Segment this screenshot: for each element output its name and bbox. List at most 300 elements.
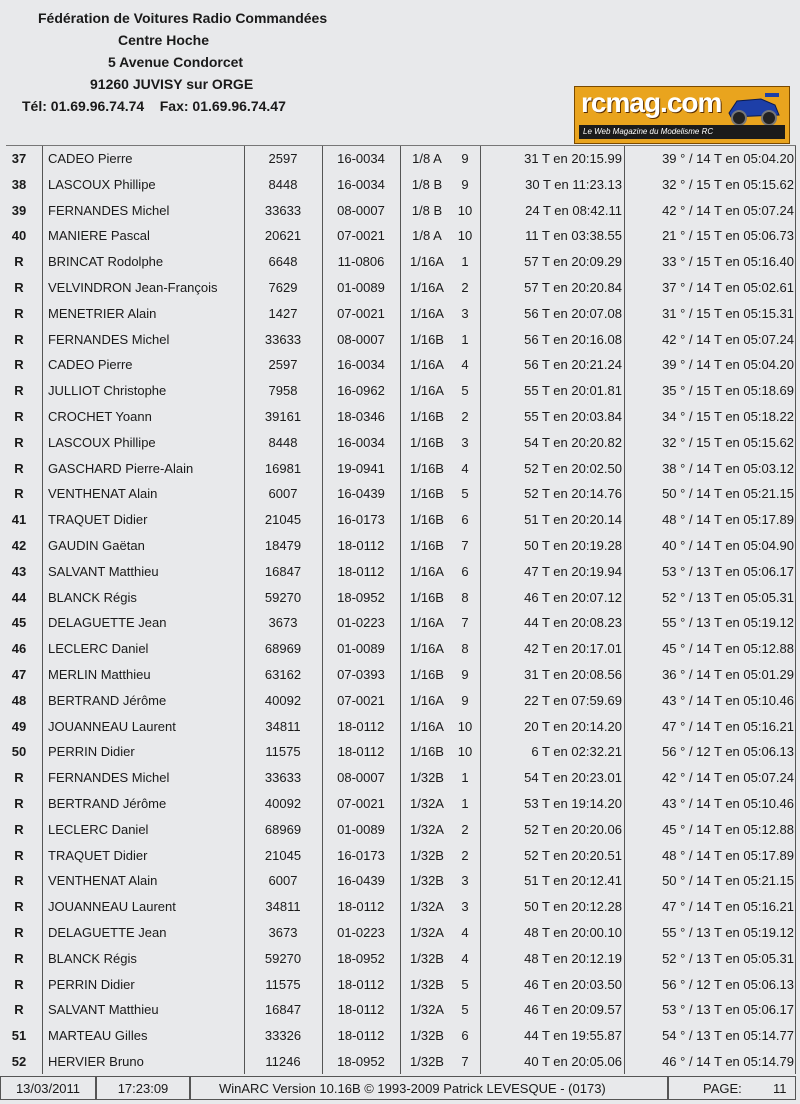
row-license: 2597 <box>268 151 298 166</box>
row-license: 1427 <box>268 305 298 321</box>
row-license: 11575 <box>265 976 301 992</box>
row-driver-name: SALVANT Matthieu <box>48 1002 159 1018</box>
row-rank: R <box>14 486 24 502</box>
row-best-result: 55 T en 20:03.84 <box>524 409 622 424</box>
row-class: 1/16B <box>410 409 444 424</box>
row-license: 21045 <box>264 847 302 863</box>
row-license: 59270 <box>264 950 302 966</box>
table-row <box>6 972 796 998</box>
row-best-result: 54 T en 20:23.01 <box>524 770 622 786</box>
page-label: PAGE: <box>703 1081 742 1096</box>
table-row <box>6 894 796 920</box>
table-row <box>6 817 796 843</box>
row-best-result: 30 T en 11:23.13 <box>525 176 622 192</box>
row-club: 16-0034 <box>337 357 385 373</box>
row-group: 7 <box>461 615 469 631</box>
row-group: 3 <box>461 434 469 450</box>
row-driver-name: JOUANNEAU Laurent <box>48 899 176 915</box>
row-fastest-lap: 32 ° / 15 T en 05:15.62 <box>662 176 794 192</box>
row-group: 2 <box>461 821 469 837</box>
row-fastest-lap: 34 ° / 15 T en 05:18.22 <box>662 409 794 424</box>
table-row <box>6 327 796 353</box>
row-best-result: 52 T en 20:20.06 <box>524 821 622 837</box>
row-license: 20621 <box>264 228 302 244</box>
row-group: 9 <box>461 692 469 708</box>
row-best-result: 51 T en 20:12.41 <box>524 873 622 889</box>
row-license: 8448 <box>268 176 298 192</box>
row-rank: 52 <box>11 1054 27 1069</box>
row-rank: R <box>14 821 24 837</box>
centre-name: Centre Hoche <box>118 32 210 48</box>
row-best-result: 50 T en 20:19.28 <box>524 538 622 553</box>
row-rank: 37 <box>11 151 27 166</box>
row-class: 1/32B <box>410 847 444 863</box>
row-fastest-lap: 46 ° / 14 T en 05:14.79 <box>662 1054 794 1069</box>
row-driver-name: JULLIOT Christophe <box>48 383 167 399</box>
table-row <box>6 946 796 972</box>
table-row <box>6 481 796 507</box>
row-fastest-lap: 50 ° / 14 T en 05:21.15 <box>662 873 794 889</box>
row-rank: R <box>14 357 24 373</box>
table-row <box>6 533 796 559</box>
row-class: 1/8 A <box>412 228 442 244</box>
row-fastest-lap: 52 ° / 13 T en 05:05.31 <box>662 950 794 966</box>
row-class: 1/16B <box>410 434 444 450</box>
row-fastest-lap: 50 ° / 14 T en 05:21.15 <box>662 486 794 502</box>
row-club: 16-0173 <box>337 512 385 528</box>
row-rank: R <box>14 796 24 811</box>
row-class: 1/16A <box>410 357 444 373</box>
row-rank: 43 <box>11 563 27 579</box>
row-driver-name: CADEO Pierre <box>48 151 133 166</box>
row-driver-name: VELVINDRON Jean-François <box>48 280 218 295</box>
row-driver-name: DELAGUETTE Jean <box>48 925 167 940</box>
row-club: 01-0089 <box>337 641 385 657</box>
row-club: 01-0089 <box>337 821 385 837</box>
row-fastest-lap: 42 ° / 14 T en 05:07.24 <box>662 770 794 786</box>
logo-tagline: Le Web Magazine du Modelisme RC <box>579 125 785 139</box>
row-club: 01-0223 <box>337 925 385 940</box>
row-club: 18-0112 <box>337 563 385 579</box>
row-class: 1/32B <box>410 873 444 889</box>
row-group: 1 <box>461 796 469 811</box>
row-group: 8 <box>461 589 469 605</box>
row-club: 07-0021 <box>337 692 385 708</box>
row-best-result: 53 T en 19:14.20 <box>524 796 622 811</box>
row-class: 1/16A <box>410 641 444 657</box>
row-club: 18-0346 <box>337 409 385 424</box>
row-class: 1/16A <box>410 280 444 295</box>
row-driver-name: MENETRIER Alain <box>48 305 157 321</box>
row-fastest-lap: 47 ° / 14 T en 05:16.21 <box>662 899 794 915</box>
row-best-result: 46 T en 20:03.50 <box>524 976 622 992</box>
row-rank: R <box>14 847 24 863</box>
row-fastest-lap: 42 ° / 14 T en 05:07.24 <box>662 331 794 347</box>
row-driver-name: MERLIN Matthieu <box>48 667 151 682</box>
table-row <box>6 172 796 198</box>
row-club: 18-0112 <box>337 899 385 915</box>
table-row <box>6 1023 796 1049</box>
row-best-result: 55 T en 20:01.81 <box>524 383 622 399</box>
row-fastest-lap: 38 ° / 14 T en 05:03.12 <box>662 460 794 476</box>
page-footer <box>0 1076 800 1104</box>
row-license: 2597 <box>268 357 298 373</box>
table-row <box>6 430 796 456</box>
row-license: 16981 <box>264 460 302 476</box>
row-group: 9 <box>461 151 469 166</box>
table-row <box>6 249 796 275</box>
row-group: 3 <box>461 873 469 889</box>
row-group: 9 <box>461 176 469 192</box>
row-rank: 46 <box>11 641 27 657</box>
row-fastest-lap: 54 ° / 13 T en 05:14.77 <box>662 1028 794 1044</box>
row-club: 11-0806 <box>337 254 385 270</box>
row-rank: R <box>14 280 24 295</box>
row-rank: R <box>14 1002 24 1018</box>
row-best-result: 57 T en 20:20.84 <box>524 280 622 295</box>
row-best-result: 20 T en 20:14.20 <box>524 718 622 734</box>
row-group: 10 <box>457 228 473 244</box>
row-class: 1/32B <box>410 976 444 992</box>
row-license: 40092 <box>264 796 302 811</box>
row-best-result: 56 T en 20:16.08 <box>524 331 622 347</box>
row-rank: R <box>14 331 24 347</box>
row-driver-name: LASCOUX Phillipe <box>48 176 156 192</box>
row-best-result: 57 T en 20:09.29 <box>524 254 622 270</box>
row-driver-name: CADEO Pierre <box>48 357 133 373</box>
row-best-result: 40 T en 20:05.06 <box>524 1054 622 1069</box>
row-driver-name: GASCHARD Pierre-Alain <box>48 460 194 476</box>
row-class: 1/32A <box>410 796 444 811</box>
row-rank: R <box>14 434 24 450</box>
row-driver-name: DELAGUETTE Jean <box>48 615 167 631</box>
table-row <box>6 662 796 688</box>
row-group: 2 <box>461 409 469 424</box>
row-group: 7 <box>461 538 469 553</box>
row-class: 1/32B <box>410 770 444 786</box>
row-driver-name: FERNANDES Michel <box>48 331 170 347</box>
row-license: 7958 <box>268 383 298 399</box>
row-driver-name: LECLERC Daniel <box>48 821 149 837</box>
row-driver-name: MARTEAU Gilles <box>48 1028 148 1044</box>
row-group: 3 <box>461 305 469 321</box>
row-class: 1/16A <box>410 718 444 734</box>
row-class: 1/16B <box>410 512 444 528</box>
row-club: 18-0112 <box>337 1028 385 1044</box>
row-group: 6 <box>461 563 469 579</box>
row-license: 7629 <box>268 280 298 295</box>
row-rank: 38 <box>11 176 27 192</box>
table-row <box>6 198 796 224</box>
row-driver-name: BRINCAT Rodolphe <box>48 254 164 270</box>
row-best-result: 11 T en 03:38.55 <box>525 228 622 244</box>
row-club: 16-0173 <box>337 847 385 863</box>
row-club: 16-0034 <box>337 176 385 192</box>
row-club: 08-0007 <box>337 202 385 218</box>
city-address: 91260 JUVISY sur ORGE <box>90 76 254 92</box>
row-group: 9 <box>461 667 469 682</box>
row-fastest-lap: 31 ° / 15 T en 05:15.31 <box>662 305 794 321</box>
row-fastest-lap: 52 ° / 13 T en 05:05.31 <box>662 589 794 605</box>
row-fastest-lap: 21 ° / 15 T en 05:06.73 <box>662 228 794 244</box>
row-club: 16-0034 <box>337 151 385 166</box>
row-fastest-lap: 47 ° / 14 T en 05:16.21 <box>662 718 794 734</box>
row-group: 6 <box>461 512 469 528</box>
row-group: 4 <box>461 460 469 476</box>
row-driver-name: VENTHENAT Alain <box>48 486 158 502</box>
row-license: 34811 <box>265 718 301 734</box>
row-class: 1/16B <box>410 667 444 682</box>
row-license: 33633 <box>264 770 302 786</box>
row-group: 4 <box>461 357 469 373</box>
row-license: 16847 <box>264 563 302 579</box>
row-rank: R <box>14 899 24 915</box>
row-club: 16-0962 <box>337 383 385 399</box>
row-license: 11575 <box>265 744 301 760</box>
row-driver-name: LECLERC Daniel <box>48 641 149 657</box>
row-license: 59270 <box>264 589 302 605</box>
row-best-result: 56 T en 20:07.08 <box>524 305 622 321</box>
row-club: 18-0952 <box>337 1054 385 1069</box>
table-row <box>6 997 796 1023</box>
row-club: 01-0089 <box>337 280 385 295</box>
row-driver-name: LASCOUX Phillipe <box>48 434 156 450</box>
row-club: 07-0021 <box>337 796 385 811</box>
row-rank: R <box>14 409 24 424</box>
row-class: 1/32A <box>410 899 444 915</box>
table-row <box>6 920 796 946</box>
table-row <box>6 1049 796 1075</box>
print-date: 13/03/2011 <box>0 1076 96 1100</box>
row-rank: 40 <box>11 228 27 244</box>
row-fastest-lap: 53 ° / 13 T en 05:06.17 <box>662 563 794 579</box>
row-class: 1/16A <box>410 305 444 321</box>
row-class: 1/32A <box>410 1002 444 1018</box>
row-best-result: 6 T en 02:32.21 <box>531 744 622 760</box>
row-license: 11246 <box>265 1054 301 1069</box>
table-row <box>6 146 796 172</box>
row-club: 16-0439 <box>337 873 385 889</box>
row-class: 1/16B <box>410 744 444 760</box>
row-driver-name: GAUDIN Gaëtan <box>48 538 145 553</box>
row-club: 08-0007 <box>337 331 385 347</box>
results-table <box>6 145 796 1074</box>
row-class: 1/32B <box>410 950 444 966</box>
row-class: 1/16B <box>410 486 444 502</box>
row-best-result: 52 T en 20:14.76 <box>524 486 622 502</box>
row-driver-name: JOUANNEAU Laurent <box>48 718 176 734</box>
row-fastest-lap: 42 ° / 14 T en 05:07.24 <box>662 202 794 218</box>
row-group: 10 <box>457 718 473 734</box>
table-row <box>6 456 796 482</box>
row-best-result: 46 T en 20:07.12 <box>524 589 622 605</box>
row-club: 18-0112 <box>337 744 385 760</box>
row-best-result: 44 T en 19:55.87 <box>524 1028 622 1044</box>
row-fastest-lap: 40 ° / 14 T en 05:04.90 <box>662 538 794 553</box>
row-license: 68969 <box>264 821 302 837</box>
row-driver-name: MANIERE Pascal <box>48 228 150 244</box>
row-fastest-lap: 45 ° / 14 T en 05:12.88 <box>662 641 794 657</box>
row-rank: 41 <box>11 512 27 528</box>
row-class: 1/16B <box>410 538 444 553</box>
row-driver-name: FERNANDES Michel <box>48 202 170 218</box>
row-class: 1/16A <box>410 563 444 579</box>
row-license: 39161 <box>264 409 302 424</box>
row-rank: R <box>14 976 24 992</box>
table-row <box>6 378 796 404</box>
row-driver-name: CROCHET Yoann <box>48 409 152 424</box>
row-license: 6648 <box>268 254 298 270</box>
row-rank: R <box>14 460 24 476</box>
row-fastest-lap: 32 ° / 15 T en 05:15.62 <box>662 434 794 450</box>
table-row <box>6 791 796 817</box>
row-license: 18479 <box>264 538 302 553</box>
row-rank: 51 <box>11 1028 27 1044</box>
row-best-result: 51 T en 20:20.14 <box>524 512 622 528</box>
row-fastest-lap: 55 ° / 13 T en 05:19.12 <box>662 925 794 940</box>
page-number: 11 <box>773 1081 787 1096</box>
row-group: 7 <box>461 1054 469 1069</box>
row-fastest-lap: 35 ° / 15 T en 05:18.69 <box>662 383 794 399</box>
row-club: 08-0007 <box>337 770 385 786</box>
row-fastest-lap: 48 ° / 14 T en 05:17.89 <box>662 847 794 863</box>
row-fastest-lap: 48 ° / 14 T en 05:17.89 <box>662 512 794 528</box>
row-class: 1/32A <box>410 821 444 837</box>
row-license: 16847 <box>264 1002 302 1018</box>
table-row <box>6 688 796 714</box>
row-license: 3673 <box>268 925 298 940</box>
row-club: 07-0393 <box>337 667 385 682</box>
row-license: 40092 <box>264 692 302 708</box>
street-address: 5 Avenue Condorcet <box>108 54 244 70</box>
row-club: 16-0439 <box>337 486 385 502</box>
row-driver-name: PERRIN Didier <box>48 976 135 992</box>
row-driver-name: BLANCK Régis <box>48 950 137 966</box>
row-driver-name: BERTRAND Jérôme <box>48 796 167 811</box>
row-driver-name: FERNANDES Michel <box>48 770 170 786</box>
row-license: 33633 <box>264 331 302 347</box>
row-best-result: 31 T en 20:15.99 <box>524 151 622 166</box>
row-best-result: 52 T en 20:02.50 <box>524 460 622 476</box>
row-fastest-lap: 36 ° / 14 T en 05:01.29 <box>662 667 794 682</box>
row-best-result: 22 T en 07:59.69 <box>524 692 622 708</box>
row-group: 5 <box>461 486 469 502</box>
row-class: 1/16A <box>410 615 444 631</box>
row-club: 07-0021 <box>337 305 385 321</box>
row-group: 4 <box>461 925 469 940</box>
row-rank: R <box>14 254 24 270</box>
row-license: 8448 <box>268 434 298 450</box>
row-rank: R <box>14 383 24 399</box>
row-group: 6 <box>461 1028 469 1044</box>
row-best-result: 24 T en 08:42.11 <box>525 202 622 218</box>
row-group: 1 <box>461 254 469 270</box>
page-indicator <box>668 1076 796 1100</box>
row-class: 1/16B <box>410 331 444 347</box>
table-row <box>6 843 796 869</box>
row-fastest-lap: 43 ° / 14 T en 05:10.46 <box>662 692 794 708</box>
table-row <box>6 404 796 430</box>
row-rank: R <box>14 873 24 889</box>
table-row <box>6 636 796 662</box>
federation-name: Fédération de Voitures Radio Commandées <box>38 10 328 26</box>
row-class: 1/16B <box>410 589 444 605</box>
row-rank: 39 <box>11 202 27 218</box>
row-club: 16-0034 <box>337 434 385 450</box>
row-license: 33326 <box>264 1028 302 1044</box>
row-group: 1 <box>461 331 469 347</box>
table-row <box>6 765 796 791</box>
row-driver-name: HERVIER Bruno <box>48 1054 144 1069</box>
row-rank: 47 <box>11 667 27 682</box>
table-row <box>6 610 796 636</box>
row-club: 18-0112 <box>337 976 385 992</box>
row-rank: R <box>14 950 24 966</box>
row-group: 3 <box>461 899 469 915</box>
row-driver-name: PERRIN Didier <box>48 744 135 760</box>
row-class: 1/8 B <box>411 176 443 192</box>
row-class: 1/8 B <box>411 202 443 218</box>
row-best-result: 46 T en 20:09.57 <box>524 1002 622 1018</box>
row-fastest-lap: 39 ° / 14 T en 05:04.20 <box>662 151 794 166</box>
row-license: 33633 <box>264 202 302 218</box>
print-time: 17:23:09 <box>96 1076 190 1100</box>
table-row <box>6 301 796 327</box>
row-group: 5 <box>461 976 469 992</box>
table-row <box>6 585 796 611</box>
row-best-result: 42 T en 20:17.01 <box>524 641 622 657</box>
row-rank: 49 <box>11 718 27 734</box>
document-header <box>0 0 800 140</box>
phone-fax: Tél: 01.69.96.74.74 Fax: 01.69.96.74.47 <box>22 98 286 114</box>
row-best-result: 47 T en 20:19.94 <box>524 563 622 579</box>
row-driver-name: SALVANT Matthieu <box>48 563 159 579</box>
row-fastest-lap: 56 ° / 12 T en 05:06.13 <box>662 976 794 992</box>
row-best-result: 50 T en 20:12.28 <box>524 899 622 915</box>
row-license: 34811 <box>265 899 301 915</box>
row-club: 18-0952 <box>337 950 385 966</box>
row-best-result: 56 T en 20:21.24 <box>524 357 622 373</box>
row-fastest-lap: 45 ° / 14 T en 05:12.88 <box>662 821 794 837</box>
row-group: 10 <box>457 202 473 218</box>
table-row <box>6 868 796 894</box>
row-best-result: 44 T en 20:08.23 <box>524 615 622 631</box>
row-driver-name: TRAQUET Didier <box>48 847 148 863</box>
row-class: 1/32B <box>410 1054 444 1069</box>
row-class: 1/16A <box>410 254 444 270</box>
row-group: 10 <box>457 744 473 760</box>
row-class: 1/16A <box>410 383 444 399</box>
row-fastest-lap: 56 ° / 12 T en 05:06.13 <box>662 744 794 760</box>
row-club: 01-0223 <box>337 615 385 631</box>
table-row <box>6 352 796 378</box>
row-club: 19-0941 <box>337 460 385 476</box>
row-class: 1/16B <box>410 460 444 476</box>
row-fastest-lap: 55 ° / 13 T en 05:19.12 <box>662 615 794 631</box>
row-rank: 42 <box>11 538 27 553</box>
table-row <box>6 559 796 585</box>
row-rank: R <box>14 925 24 940</box>
row-license: 3673 <box>268 615 298 631</box>
row-fastest-lap: 53 ° / 13 T en 05:06.17 <box>662 1002 794 1018</box>
row-license: 6007 <box>268 486 298 502</box>
row-best-result: 31 T en 20:08.56 <box>524 667 622 682</box>
row-group: 5 <box>461 383 469 399</box>
row-class: 1/16A <box>410 692 444 708</box>
row-club: 18-0112 <box>337 1002 385 1018</box>
row-rank: 50 <box>11 744 27 760</box>
row-rank: R <box>14 770 24 786</box>
